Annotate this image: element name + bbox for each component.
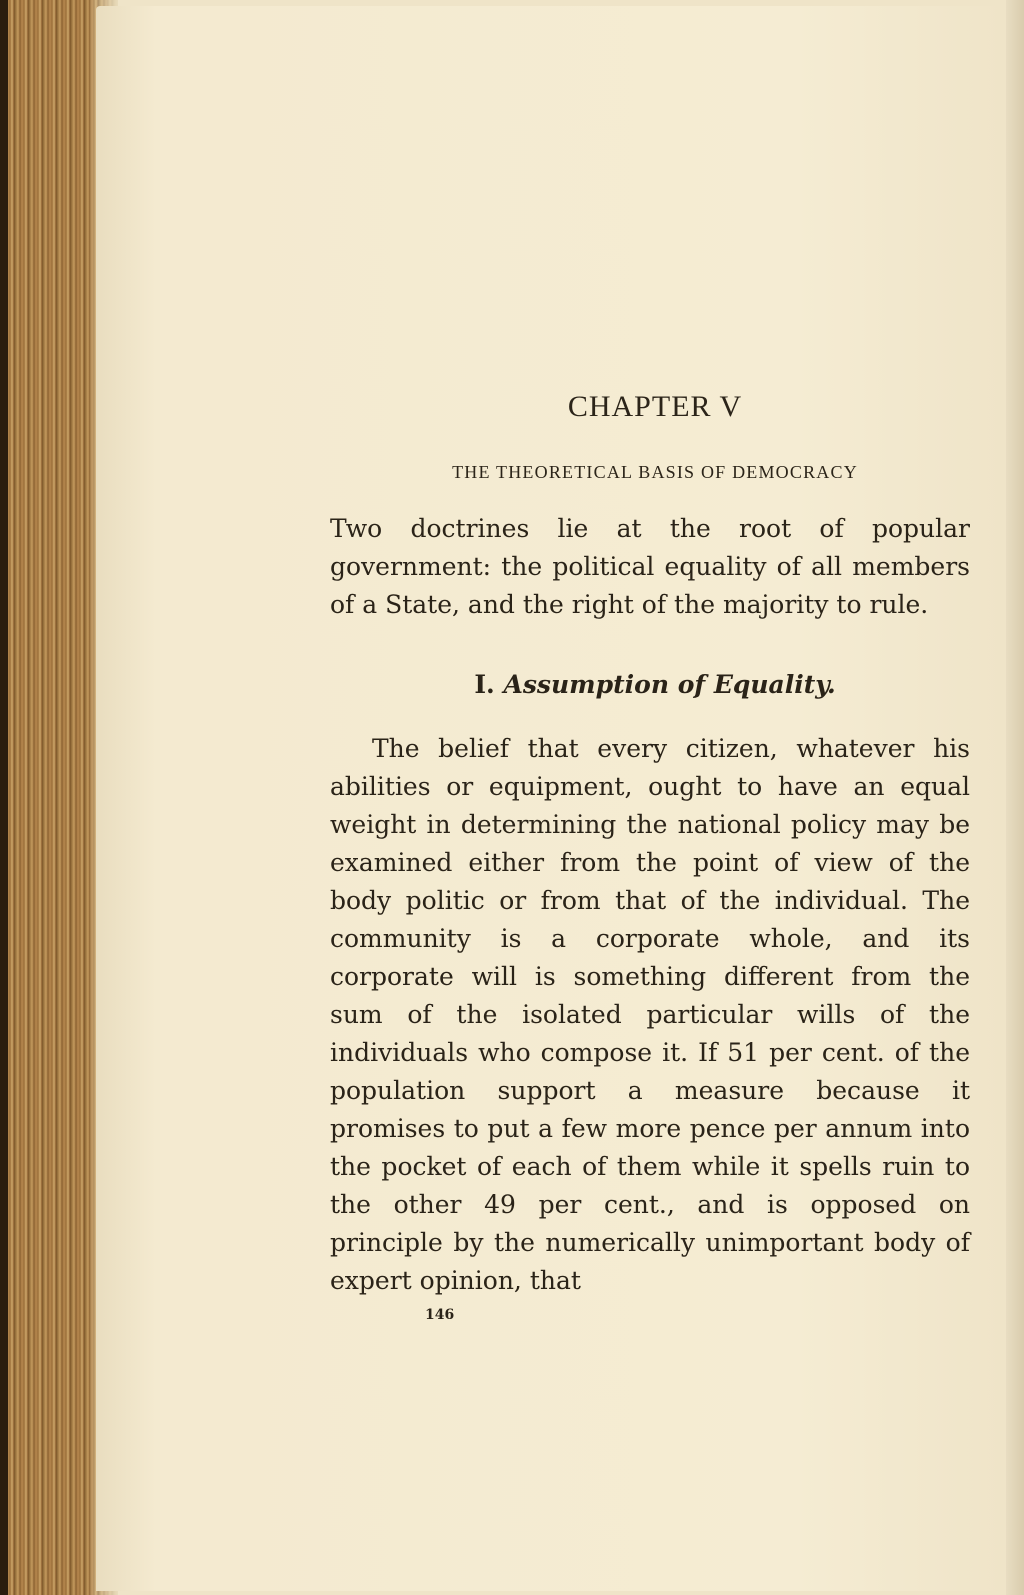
- page-number: 146: [425, 1307, 455, 1323]
- chapter-title: CHAPTER V: [567, 390, 743, 423]
- chapter-subtitle: THE THEORETICAL BASIS OF DEMOCRACY: [452, 462, 858, 482]
- section-heading: [330, 670, 980, 699]
- intro-paragraph: Two doctrines lie at the root of popular government: the political equality of all members of a State, and the right of the majority to rule.: [330, 514, 970, 619]
- body-paragraph: The belief that every citizen, whatever his abilities or equipment, ought to have an equal weight in determining the national policy may be examined either from the point of view of the body politic or from that of the individual. The community is a corporate whole, and its corporate will is something different from the sum of the isolated particular wills of the individuals who compose it. If 51 per cent. of the population support a measure because it promises to put a few more pence per annum into the pocket of each of them while it spells ruin to the other 49 per cent., and is opposed on principle by the numerically unimportant body of expert opinion, that: [330, 734, 970, 1295]
- section-title: Assumption of Equality.: [503, 670, 836, 699]
- scan-border: [0, 0, 8, 1595]
- section-number: I.: [474, 670, 495, 699]
- page-right-margin: [1006, 0, 1024, 1595]
